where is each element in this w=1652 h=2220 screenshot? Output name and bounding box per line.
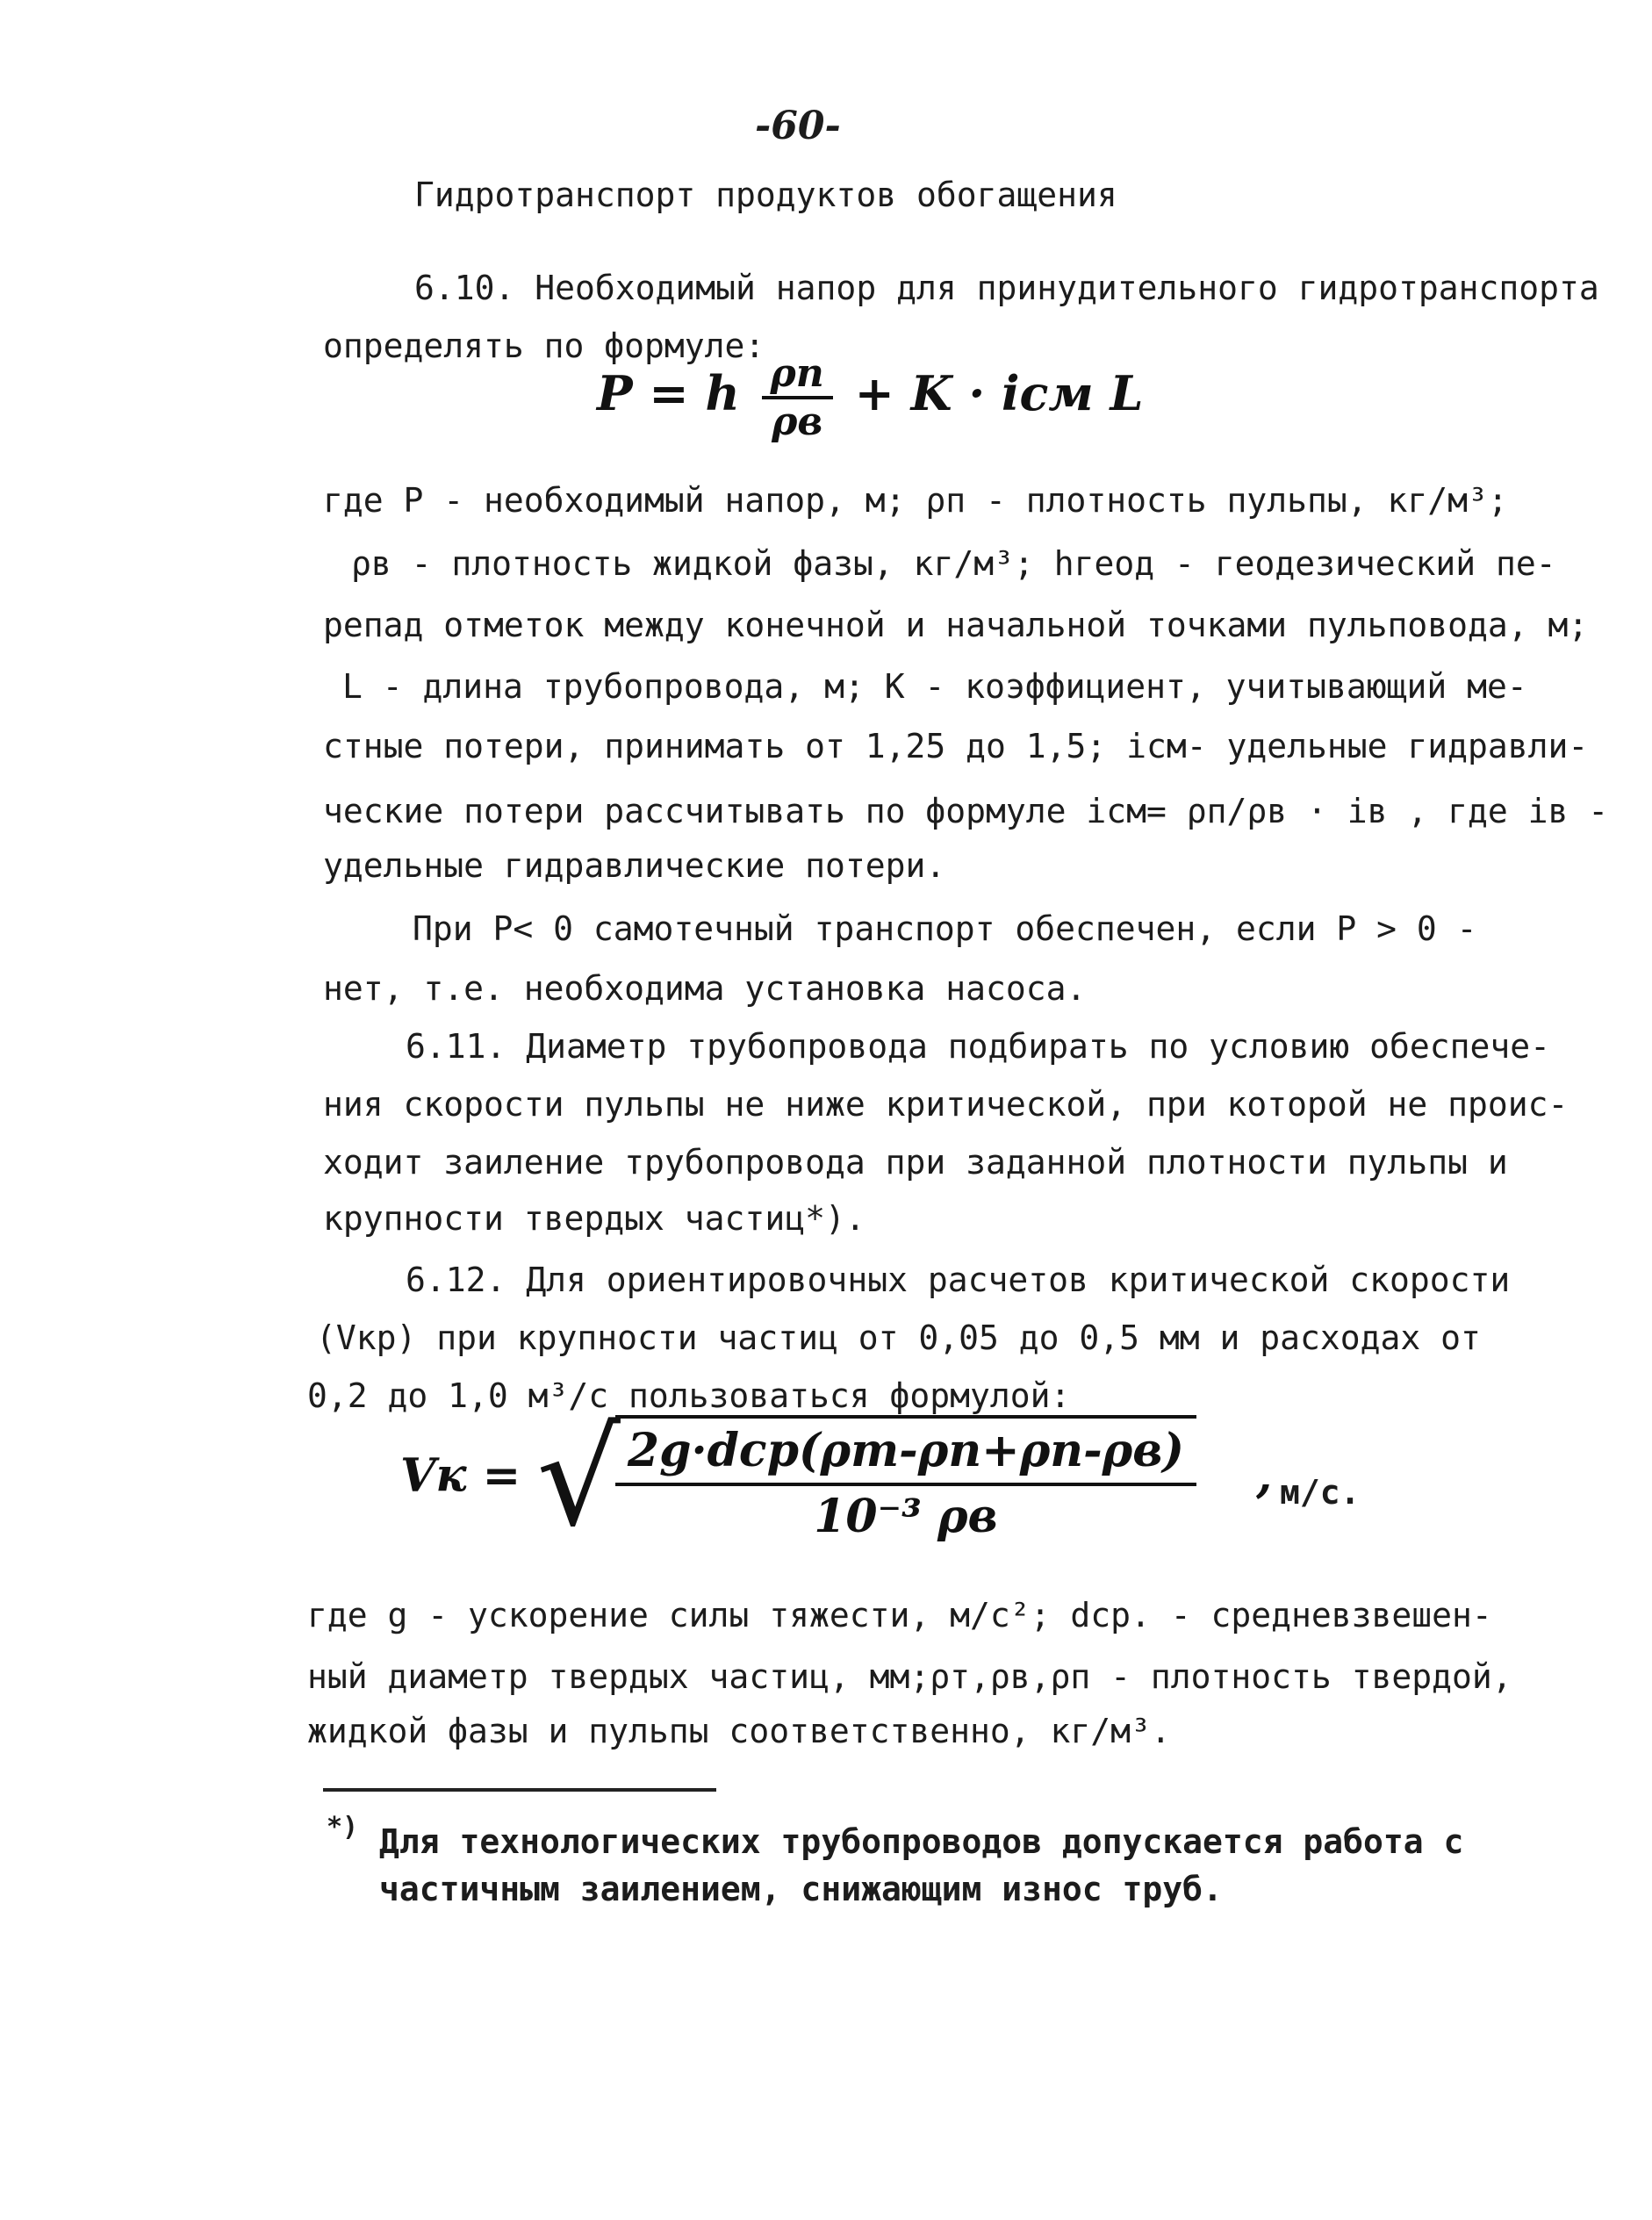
footnote-marker: *)	[327, 1812, 359, 1843]
formula-critical-velocity: Vк = √ $\frac{\text{2g·dср(ρт-ρп+ρп-ρв)}}{\text{10⁻³ ρв}}$ ,	[400, 1403, 1273, 1555]
definitions-line-4: L - длина трубопровода, м; K - коэффициент, учитывающий ме-	[342, 667, 1527, 706]
definitions-line-7: удельные гидравлические потери.	[323, 846, 946, 885]
formula-pressure: P = h $\frac{\rho п}{\rho в}$ + K · iсм L	[597, 351, 1144, 444]
definitions-2-line-3: жидкой фазы и пульпы соответственно, кг/м³.	[307, 1712, 1171, 1750]
paragraph-6-10-line-1: 6.10. Необходимый напор для принудительного гидротранспорта	[414, 269, 1599, 307]
footnote-line-1: Для технологических трубопроводов допускается работа с	[379, 1822, 1464, 1861]
footnote-line-2: частичным заилением, снижающим износ труб.	[379, 1870, 1223, 1908]
paragraph-6-11-line-4: крупности твердых частиц*).	[323, 1199, 866, 1238]
paragraph-6-12-line-2: (Vкр) при крупности частиц от 0,05 до 0,5 мм и расходах от	[316, 1318, 1481, 1357]
definitions-line-3: репад отметок между конечной и начальной точками пульповода, м;	[323, 606, 1589, 644]
paragraph-6-10-line-2: определять по формуле:	[323, 327, 765, 365]
page-number: -60-	[755, 104, 841, 148]
section-heading: Гидротранспорт продуктов обогащения	[414, 176, 1117, 214]
footnote-separator	[323, 1788, 716, 1792]
paragraph-6-12-line-3: 0,2 до 1,0 м³/с пользоваться формулой:	[307, 1376, 1071, 1415]
paragraph-6-11-line-1: 6.11. Диаметр трубопровода подбирать по условию обеспече-	[406, 1027, 1551, 1066]
definitions-line-5: стные потери, принимать от 1,25 до 1,5; iсм- удельные гидравли-	[323, 727, 1589, 765]
paragraph-6-12-line-1: 6.12. Для ориентировочных расчетов критической скорости	[406, 1261, 1511, 1299]
definitions-2-line-1: где g - ускорение силы тяжести, м/с²; dср. - средневзвешен-	[307, 1596, 1492, 1634]
definitions-line-1: где P - необходимый напор, м; ρп - плотность пульпы, кг/м³;	[323, 481, 1508, 520]
condition-line-2: нет, т.е. необходима установка насоса.	[323, 969, 1087, 1008]
formula-unit: м/с.	[1280, 1473, 1361, 1512]
definitions-line-6: ческие потери рассчитывать по формуле iсм= ρп/ρв · iв , где iв -	[323, 792, 1609, 830]
paragraph-6-11-line-3: ходит заиление трубопровода при заданной плотности пульпы и	[323, 1143, 1508, 1182]
definitions-2-line-2: ный диаметр твердых частиц, мм;ρт,ρв,ρп - плотность твердой,	[307, 1657, 1512, 1696]
radical-sign-icon: √	[536, 1403, 621, 1555]
paragraph-6-11-line-2: ния скорости пульпы не ниже критической, при которой не проис-	[323, 1085, 1569, 1124]
condition-line-1: При P< 0 самотечный транспорт обеспечен, если P > 0 -	[413, 909, 1477, 948]
definitions-line-2: ρв - плотность жидкой фазы, кг/м³; hгеод - геодезический пе-	[351, 544, 1556, 583]
